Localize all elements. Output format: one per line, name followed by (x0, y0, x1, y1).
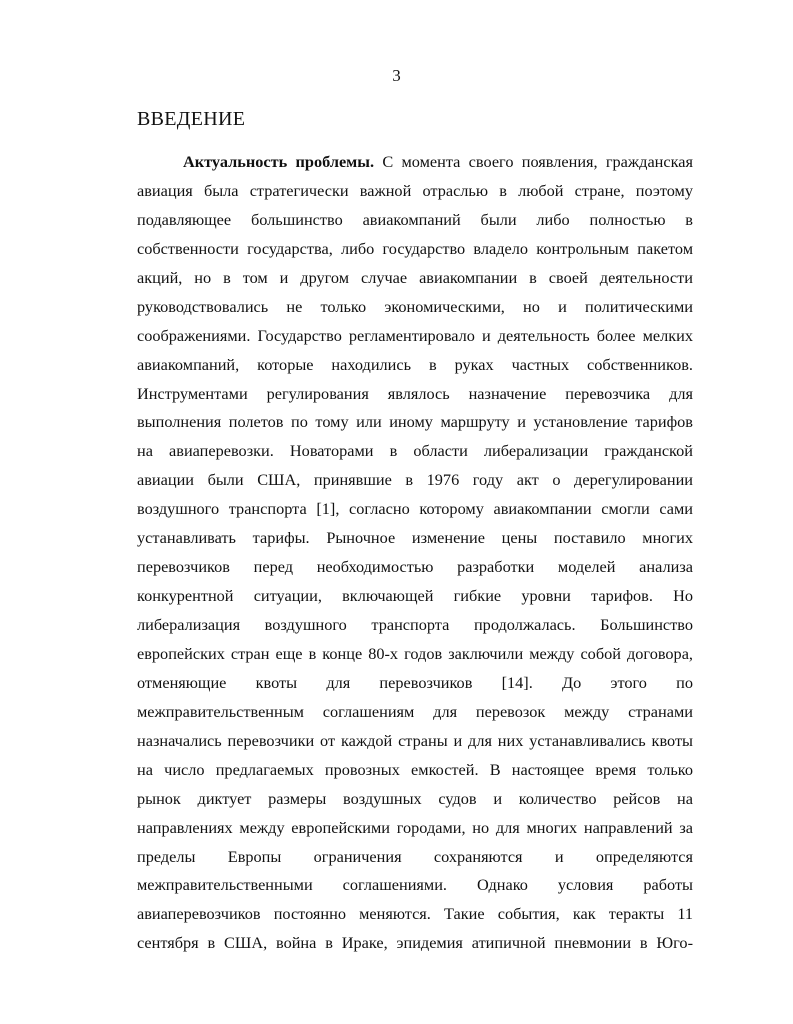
paragraph-line: на авиаперевозки. Новаторами в области либерализации гражданской (137, 441, 693, 461)
paragraph-line: подавляющее большинство авиакомпаний были либо полностью в (137, 209, 693, 229)
paragraph-line: сентября в США, война в Ираке, эпидемия атипичной пневмонии в Юго- (137, 933, 693, 953)
paragraph-line: рынок диктует размеры воздушных судов и количество рейсов на (137, 788, 693, 808)
paragraph-line: пределы Европы ограничения сохраняются и определяются (137, 846, 693, 866)
paragraph-line-text: С момента своего появления, гражданская (374, 152, 693, 171)
paragraph-line: авиакомпаний, которые находились в руках частных собственников. (137, 354, 693, 374)
body-paragraph (137, 148, 693, 958)
page-number: 3 (392, 66, 401, 85)
paragraph-line: направлениях между европейскими городами, но для многих направлений за (137, 817, 693, 837)
paragraph-line: соображениями. Государство регламентировало и деятельность более мелких (137, 325, 693, 345)
paragraph-line: либерализация воздушного транспорта продолжалась. Большинство (137, 615, 693, 634)
paragraph-line: руководствовались не только экономическими, но и политическими (137, 296, 693, 316)
paragraph-line: устанавливать тарифы. Рыночное изменение цены поставило многих (137, 528, 693, 548)
paragraph-line: перевозчиков перед необходимостью разработки моделей анализа (137, 557, 693, 577)
section-heading: ВВЕДЕНИЕ (137, 108, 246, 130)
paragraph-line: на число предлагаемых провозных емкостей. В настоящее время только (137, 759, 693, 779)
paragraph-line (137, 148, 693, 177)
paragraph-line: авиация была стратегически важной отраслью в любой стране, поэтому (137, 180, 693, 200)
paragraph-line: межправительственным соглашениям для перевозок между странами (137, 701, 693, 721)
paragraph-line: собственности государства, либо государство владело контрольным пакетом (137, 238, 693, 258)
paragraph-line: межправительственными соглашениями. Однако условия работы (137, 875, 693, 895)
paragraph-line: воздушного транспорта [1], согласно которому авиакомпании смогли сами (137, 499, 693, 519)
paragraph-lead: Актуальность проблемы. (183, 152, 375, 171)
paragraph-line: конкурентной ситуации, включающей гибкие уровни тарифов. Но (137, 586, 693, 606)
paragraph-line: авиаперевозчиков постоянно меняются. Такие события, как теракты 11 (137, 904, 693, 924)
paragraph-line: европейских стран еще в конце 80-х годов заключили между собой договора, (137, 643, 693, 663)
paragraph-line: назначались перевозчики от каждой страны и для них устанавливались квоты (137, 730, 693, 750)
paragraph-line: выполнения полетов по тому или иному маршруту и установление тарифов (137, 412, 693, 432)
paragraph-line: авиации были США, принявшие в 1976 году акт о дерегулировании (137, 470, 693, 490)
paragraph-line: отменяющие квоты для перевозчиков [14]. До этого по (137, 672, 693, 692)
paragraph-line: Инструментами регулирования являлось назначение перевозчика для (137, 383, 693, 403)
paragraph-line: акций, но в том и другом случае авиакомпании в своей деятельности (137, 267, 693, 287)
